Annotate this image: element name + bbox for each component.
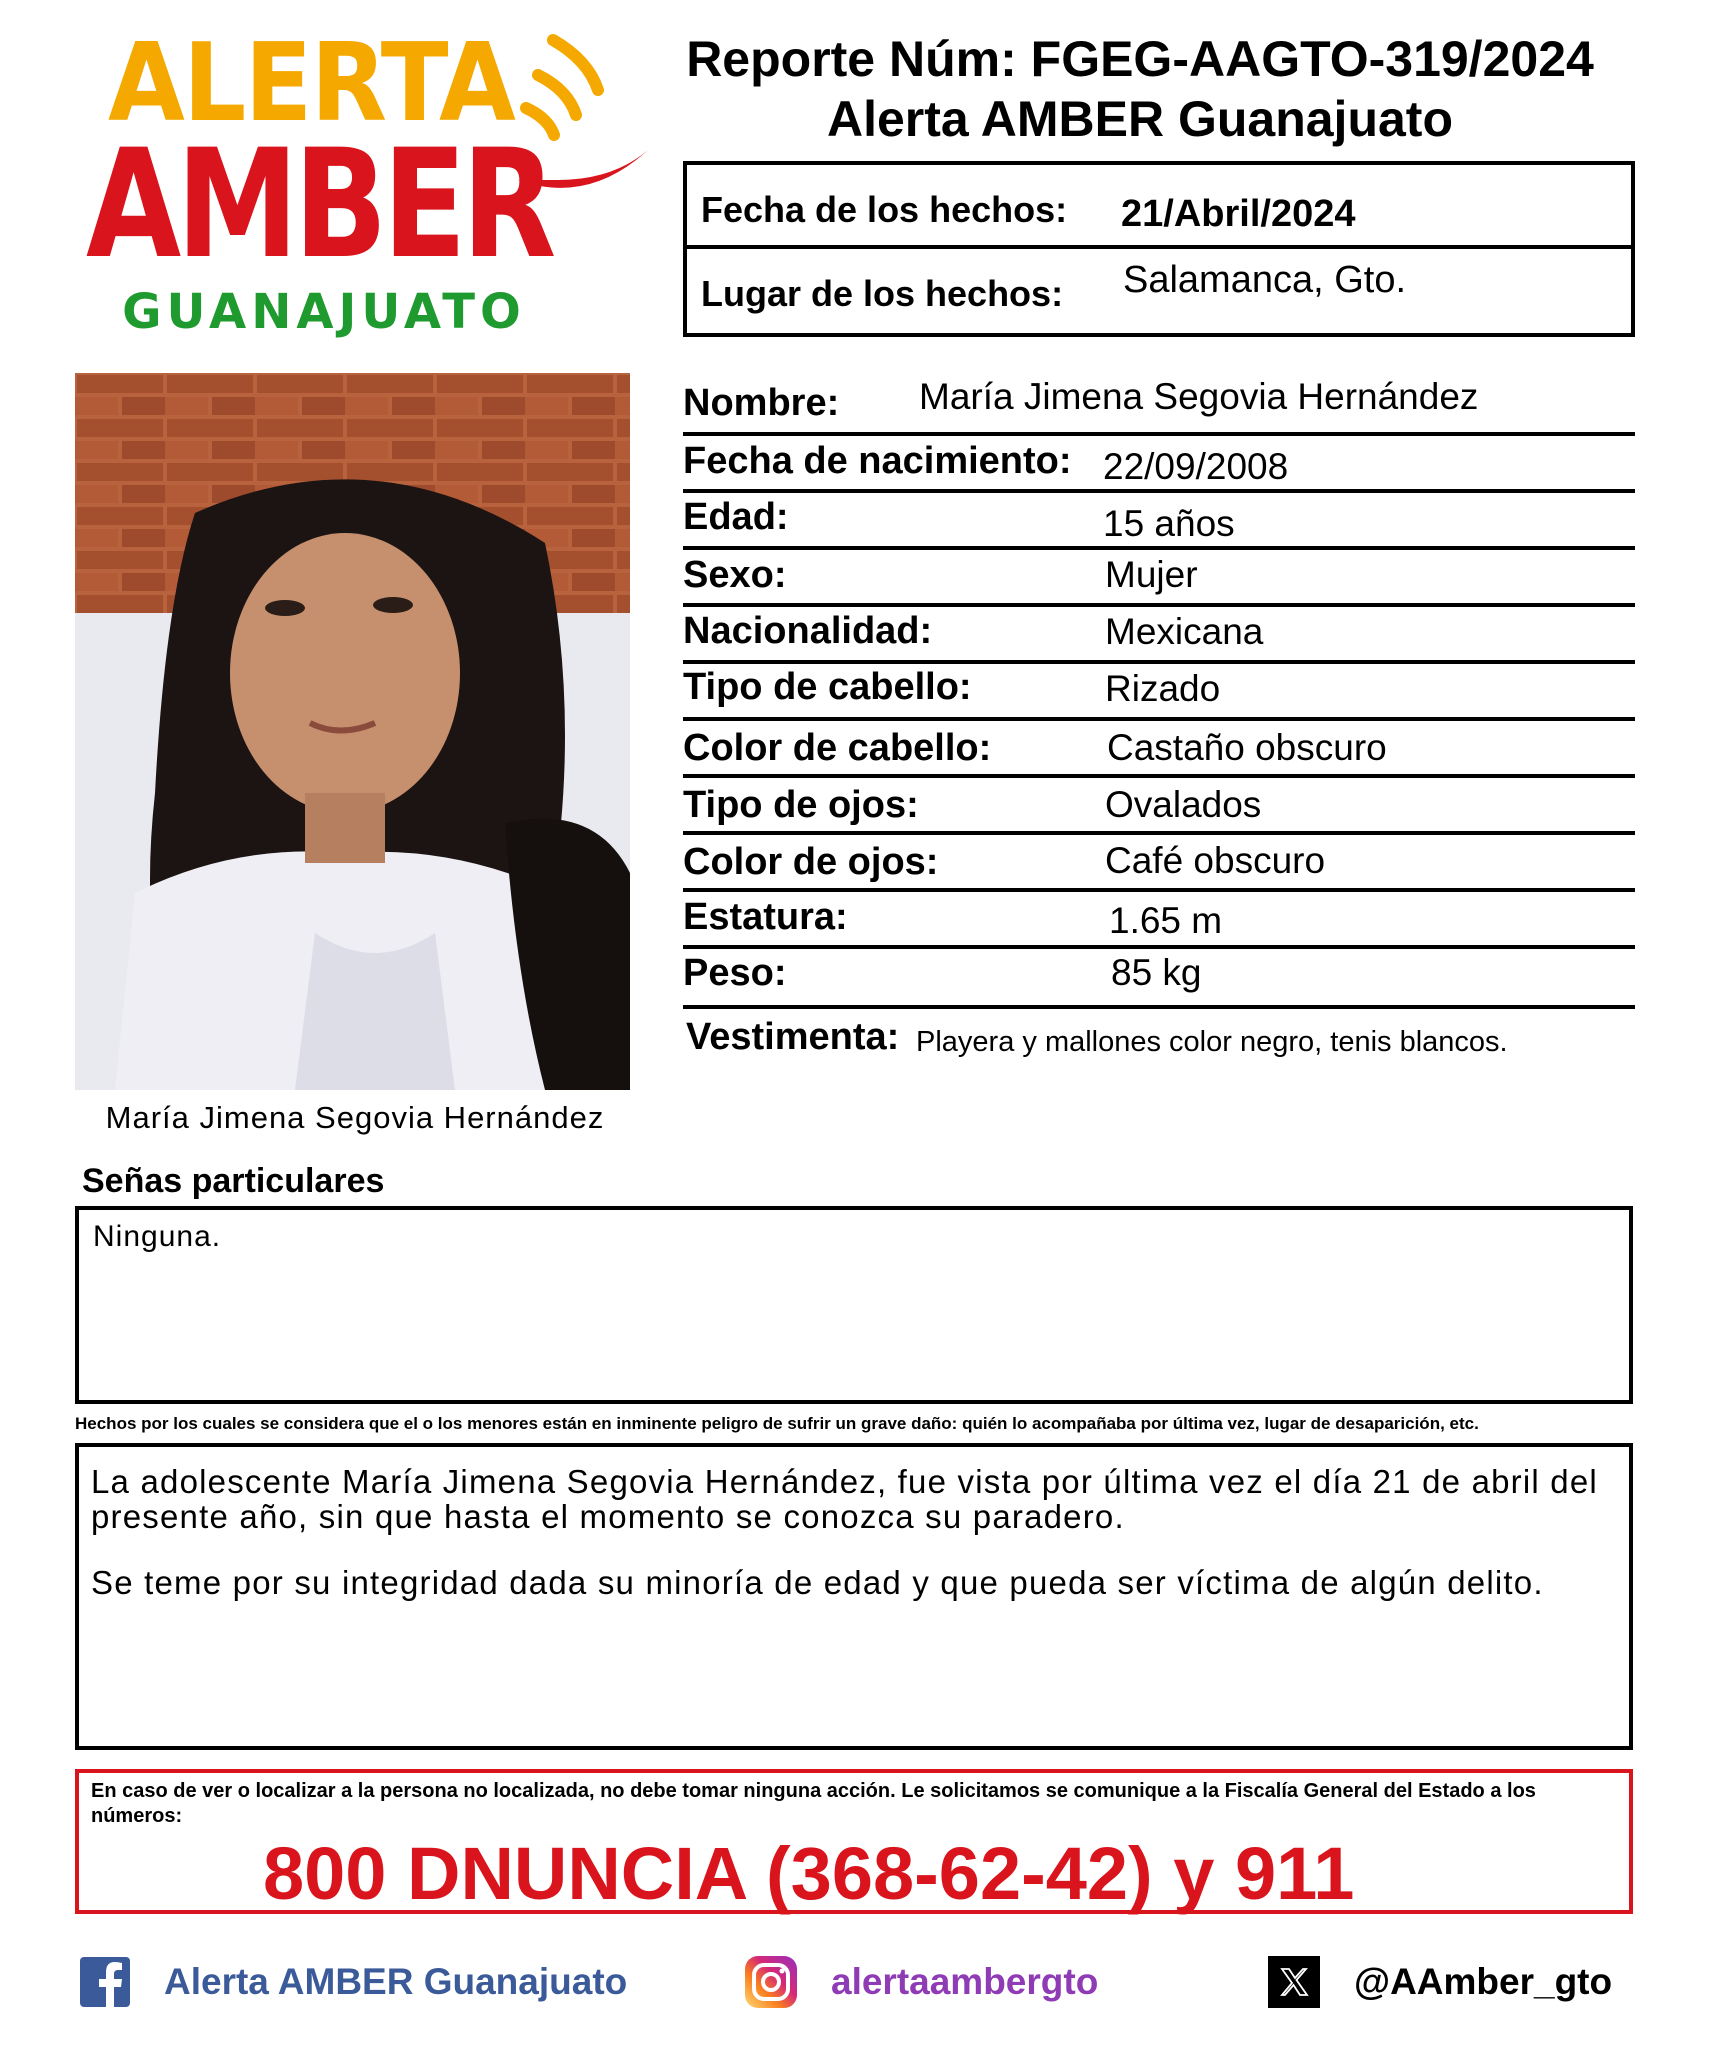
nombre-value: María Jimena Segovia Hernández xyxy=(919,376,1479,417)
contact-instructions: En caso de ver o localizar a la persona no localizada, no debe tomar ninguna acción. Le solicitamos se comunique a la Fiscalía General del Estado a los números: xyxy=(91,1780,1536,1827)
lugar-hechos-label: Lugar de los hechos: xyxy=(701,273,1064,314)
senas-value: Ninguna. xyxy=(93,1220,222,1253)
logo-signal-horn-icon xyxy=(518,30,648,230)
nacionalidad-label: Nacionalidad: xyxy=(683,610,933,652)
color-ojos-label: Color de ojos: xyxy=(683,841,939,883)
hechos-box xyxy=(75,1443,1633,1750)
contact-phone[interactable]: 800 DNUNCIA (368-62-42) y 911 xyxy=(263,1832,1355,1915)
estatura-label: Estatura: xyxy=(683,896,848,938)
facebook-handle: Alerta AMBER Guanajuato xyxy=(164,1961,628,2002)
edad-value: 15 años xyxy=(1103,503,1235,544)
facts-divider xyxy=(687,245,1631,249)
tipo-cabello-label: Tipo de cabello: xyxy=(683,666,972,708)
row-estatura xyxy=(683,892,1635,949)
report-number: Reporte Núm: FGEG-AAGTO-319/2024 xyxy=(686,31,1594,87)
contact-box xyxy=(75,1769,1633,1914)
row-color-ojos xyxy=(683,835,1635,892)
facts-box xyxy=(683,161,1635,337)
tipo-ojos-value: Ovalados xyxy=(1105,784,1262,825)
x-logo-icon xyxy=(1268,1956,1320,2008)
report-title: Alerta AMBER Guanajuato xyxy=(826,91,1453,147)
hechos-paragraph-1: La adolescente María Jimena Segovia Hernández, fue vista por última vez el día 21 de abril del presente año, sin que hasta el momento se conozca su paradero. xyxy=(91,1463,1598,1535)
color-ojos-value: Café obscuro xyxy=(1105,840,1326,881)
footer-instagram[interactable] xyxy=(745,1954,1098,2010)
missing-person-photo xyxy=(75,373,630,1090)
row-color-cabello xyxy=(683,721,1635,778)
fecha-hechos-label: Fecha de los hechos: xyxy=(701,189,1068,230)
photo-caption: María Jimena Segovia Hernández xyxy=(105,1100,605,1135)
lugar-hechos-value: Salamanca, Gto. xyxy=(1123,259,1407,301)
fecha-nacimiento-label: Fecha de nacimiento: xyxy=(683,440,1072,482)
row-edad xyxy=(683,493,1635,550)
row-nacionalidad xyxy=(683,607,1635,664)
x-handle: @AAmber_gto xyxy=(1354,1961,1613,2002)
instagram-handle: alertaambergto xyxy=(831,1961,1099,2002)
nacionalidad-value: Mexicana xyxy=(1105,611,1264,652)
instagram-icon xyxy=(745,1956,797,2008)
row-sexo xyxy=(683,550,1635,607)
color-cabello-label: Color de cabello: xyxy=(683,727,992,769)
footer-facebook[interactable] xyxy=(80,1954,627,2010)
row-fecha-nacimiento xyxy=(683,436,1635,493)
sexo-value: Mujer xyxy=(1105,554,1198,595)
vestimenta-label: Vestimenta: xyxy=(686,1016,900,1058)
fecha-nacimiento-value: 22/09/2008 xyxy=(1103,446,1289,487)
senas-box xyxy=(75,1206,1633,1404)
senas-label: Señas particulares xyxy=(82,1162,385,1200)
logo-alerta-text: ALERTA xyxy=(108,21,515,146)
nombre-label: Nombre: xyxy=(683,382,840,424)
row-peso xyxy=(683,949,1635,1009)
tipo-ojos-label: Tipo de ojos: xyxy=(683,784,919,826)
peso-label: Peso: xyxy=(683,952,787,994)
vestimenta-value: Playera y mallones color negro, tenis blancos. xyxy=(916,1026,1508,1058)
footer-x[interactable] xyxy=(1268,1954,1612,2010)
facebook-icon xyxy=(80,1957,130,2007)
tipo-cabello-value: Rizado xyxy=(1105,668,1221,709)
sexo-label: Sexo: xyxy=(683,554,787,596)
row-tipo-cabello xyxy=(683,664,1635,721)
estatura-value: 1.65 m xyxy=(1109,900,1223,941)
logo-guanajuato-text: GUANAJUATO xyxy=(122,284,526,340)
hechos-paragraph-2: Se teme por su integridad dada su minoría de edad y que pueda ser víctima de algún delito. xyxy=(91,1564,1544,1602)
peso-value: 85 kg xyxy=(1111,952,1202,993)
fecha-hechos-value: 21/Abril/2024 xyxy=(1121,193,1356,235)
hechos-note: Hechos por los cuales se considera que el o los menores están en inminente peligro de sufrir un grave daño: quién lo acompañaba por última vez, lugar de desaparición, etc. xyxy=(75,1414,1479,1433)
edad-label: Edad: xyxy=(683,496,789,538)
row-nombre xyxy=(683,376,1635,436)
alerta-amber-logo xyxy=(78,21,638,340)
row-tipo-ojos xyxy=(683,778,1635,835)
logo-amber-text: AMBER xyxy=(86,118,552,292)
color-cabello-value: Castaño obscuro xyxy=(1107,727,1387,768)
